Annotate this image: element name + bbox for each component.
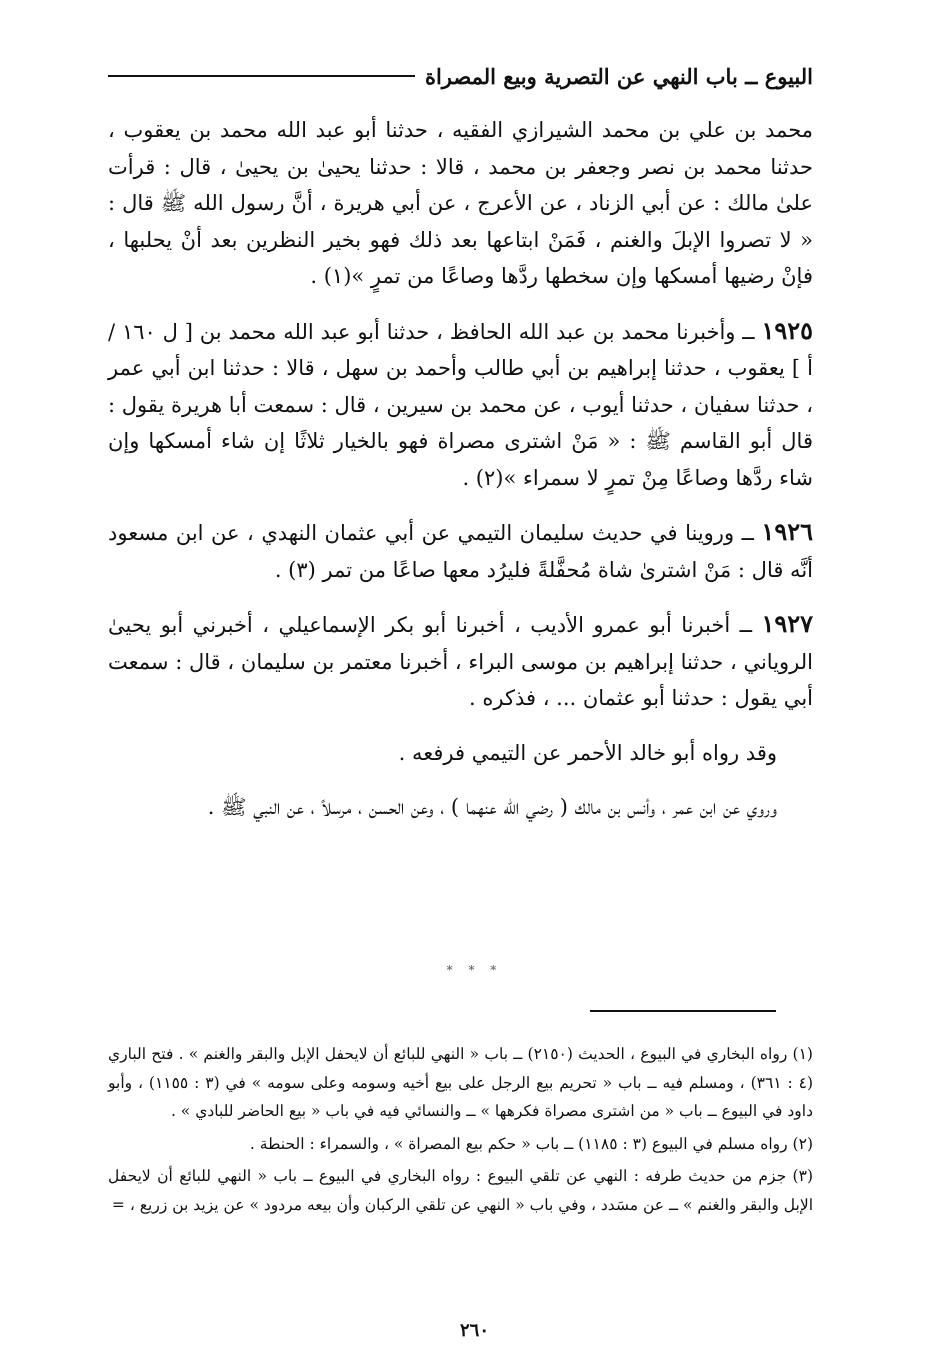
footnote-2: (٢) رواه مسلم في البيوع (٣ : ١١٨٥) ــ باب « حكم بيع المصراة » ، والسمراء : الحنطة . [249,1134,813,1153]
hadith-number: ١٩٢٦ [761,517,813,546]
footnote-1: (١) رواه البخاري في البيوع ، الحديث (٢١٥٠) ــ باب « النهي للبائع أن لايحفل الإبل والبقر والغنم » . فتح الباري (٤ : ٣٦١) ، ومسلم فيه ــ باب « تحريم بيع الرجل على بيع أخيه وسومه وعلى سومه » في (٣ : ١١٥٥) ، وأبو داود في البيوع ــ باب « من اشترى مصراة فكرهها » ــ والنسائي فيه في باب « بيع الحاضر للبادي » . [108,1045,813,1120]
footnote-3: (٣) جزم من حديث طرفه : النهي عن تلقي البيوع : رواه البخاري في البيوع ــ باب « النهي للبائع أن لايحفل الإبل والبقر والغنم » ــ عن مسَدد ، وفي باب « النهي عن تلقي الركبان وأن بيعه مردود » عن يزيد بن زريع ، = [108,1167,813,1214]
footnotes [108,1040,813,1223]
paragraph-text: وروي عن ابن عمر ، وأنس بن مالك ( رضي الله عنهما ) ، وعن الحسن ، مرسلاً ، عن النبي ﷺ . [207,795,777,819]
paragraph-text: محمد بن علي بن محمد الشيرازي الفقيه ، حدثنا أبو عبد الله محمد بن يعقوب ، حدثنا محمد بن نصر وجعفر بن محمد ، قالا : حدثنا يحيىٰ بن يحيىٰ ، قال : قرأت علىٰ مالك : عن أبي الزناد ، عن الأعرج ، عن أبي هريرة ، أنَّ رسول الله ﷺ قال : « لا تصروا الإبلَ والغنم ، فَمَنْ ابتاعها بعد ذلك فهو بخير النظرين بعد أنْ يحلبها ، فإنْ رضيها أمسكها وإن سخطها ردَّها وصاعًا من تمرٍ »(١) . [108,118,813,288]
paragraph-note [108,735,813,772]
hadith-number: ١٩٢٥ [761,315,813,345]
section-separator: * * * [446,963,503,977]
header-rule [108,75,415,77]
hadith-1927 [108,606,813,717]
hadith-1926 [108,514,813,588]
paragraph-text: ــ وروينا في حديث سليمان التيمي عن أبي عثمان النهدي ، عن ابن مسعود أنَّه قال : مَنْ اشترىٰ شاة مُحفَّلةً فليرُد معها صاعًا من تمر (٣) . [108,521,813,582]
paragraph-text: وقد رواه أبو خالد الأحمر عن التيمي فرفعه . [398,740,777,765]
paragraph-continuation [108,112,813,295]
paragraph-text: ــ وأخبرنا محمد بن عبد الله الحافظ ، حدثنا أبو عبد الله محمد بن [ ل ١٦٠ / أ ] يعقوب ، حدثنا إبراهيم بن أبي طالب وأحمد بن سهل ، قالا : حدثنا ابن أبي عمر ، حدثنا سفيان ، حدثنا أيوب ، عن محمد بن سيرين ، قال : سمعت أبا هريرة يقول : قال أبو القاسم ﷺ : « مَنْ اشترى مصراة فهو بالخيار ثلاثًا إن شاء أمسكها وإن شاء ردَّها وصاعًا مِنْ تمرٍ لا سمراء »(٢) . [108,319,813,490]
running-title: البيوع ــ باب النهي عن التصرية وبيع المصراة [424,63,813,89]
hadith-1925 [108,313,813,497]
paragraph-note [108,789,813,826]
running-header [108,60,813,92]
page-number: ٢٦٠ [459,1320,489,1341]
main-text [108,112,813,844]
paragraph-text: ــ أخبرنا أبو عمرو الأديب ، أخبرنا أبو بكر الإسماعيلي ، أخبرني أبو يحيىٰ الروياني ، حدثنا إبراهيم بن موسى البراء ، أخبرنا معتمر بن سليمان ، قال : سمعت أبي يقول : حدثنا أبو عثمان ... ، فذكره . [108,613,813,710]
hadith-number: ١٩٢٧ [761,609,813,638]
footnote-rule [590,1010,776,1012]
